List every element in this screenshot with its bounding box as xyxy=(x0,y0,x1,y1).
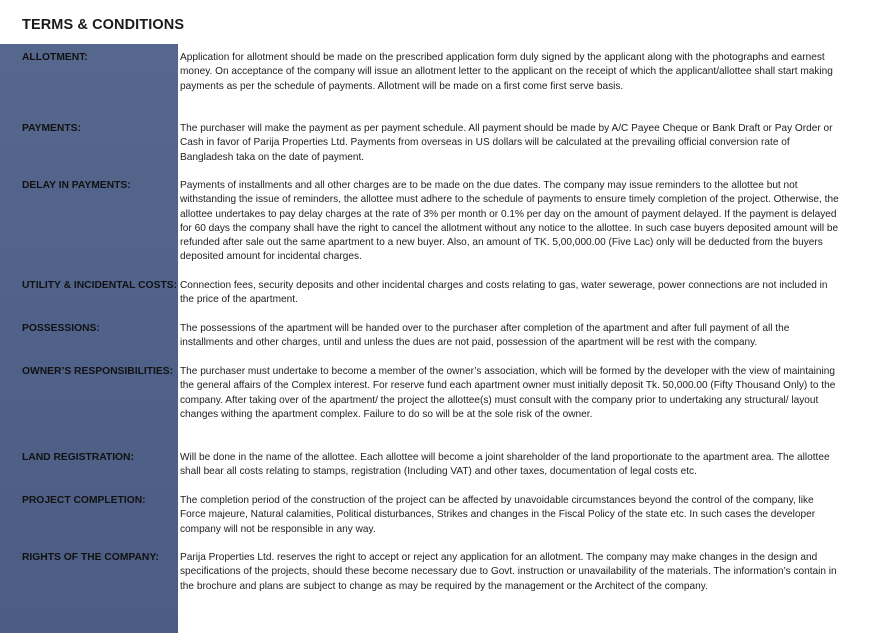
label-land-registration: LAND REGISTRATION: xyxy=(22,452,134,463)
text-land-registration: Will be done in the name of the allottee. Each allottee will become a joint shareholder of the land proportionate to the apartment area. The allottee shall bear all costs relating to stamps, registration (Including VAT) and other taxes, documentation of legal costs etc. xyxy=(180,452,830,478)
text-utility-incidental-costs: Connection fees, security deposits and other incidental charges and costs relating to gas, water sewerage, power connections are not included in the price of the apartment. xyxy=(180,280,828,306)
label-utility-incidental-costs: UTILITY & INCIDENTAL COSTS: xyxy=(22,280,178,291)
label-rights-of-the-company: RIGHTS OF THE COMPANY: xyxy=(22,552,159,563)
label-payments: PAYMENTS: xyxy=(22,123,81,134)
label-owners-responsibilities: OWNER’S RESPONSIBILITIES: xyxy=(22,366,174,377)
page-title: TERMS & CONDITIONS xyxy=(22,17,185,33)
text-owners-responsibilities: The purchaser must undertake to become a member of the owner’s association, which will be formed by the developer with the view of maintaining the general affairs of the Complex interest. For reserve fund each apartment owner must initially deposit Tk. 50,000.00 (Fifty Thousand Only) to the company. After taking over of the apartment/ the project the allottee(s) must consult with the company prior to undertaking any structural/ layout changes withing the apartment complex. Failure to do so will be at the sole risk of the owner. xyxy=(180,366,836,420)
text-possessions: The possessions of the apartment will be handed over to the purchaser after completion of the apartment and after full payment of all the installments and other charges, until and unless the dues are not paid, possession of the apartment will be rest with the company. xyxy=(180,323,790,349)
label-project-completion: PROJECT COMPLETION: xyxy=(22,495,146,506)
text-project-completion: The completion period of the construction of the project can be affected by unavoidable circumstances beyond the control of the company, like Force majeure, Natural calamities, Political disturbances, Strikes and changes in the Fiscal Policy of the state etc. In such cases the developer company will not be responsible in any way. xyxy=(180,495,816,535)
text-allotment: Application for allotment should be made on the prescribed application form duly signed by the applicant along with the photographs and earnest money. On acceptance of the company will issue an allotment letter to the applicant on the receipt of which the applicant/allottee shall start making payments as per the schedule of payments. Allotment will be made on a first come first serve basis. xyxy=(180,52,833,92)
sidebar-band xyxy=(0,0,178,633)
label-allotment: ALLOTMENT: xyxy=(22,52,88,63)
text-rights-of-the-company: Parija Properties Ltd. reserves the right to accept or reject any application for an allotment. The company may make changes in the design and specifications of the projects, should these become necessary due to Govt. instruction or unavailability of the materials. The information’s contain in the brochure and plans are subject to change as may be required by the management or the Architect of the company. xyxy=(180,552,837,592)
label-delay-in-payments: DELAY IN PAYMENTS: xyxy=(22,180,131,191)
text-payments: The purchaser will make the payment as per payment schedule. All payment should be made by A/C Payee Cheque or Bank Draft or Pay Order or Cash in favor of Parija Properties Ltd. Payments from overseas in US dollars will be calculated at the prevailing official conversion rate of Bangladesh taka on the date of payment. xyxy=(180,123,833,163)
text-delay-in-payments: Payments of installments and all other charges are to be made on the due dates. The company may issue reminders to the allottee but not withstanding the issue of reminders, the allottee must adhere to the schedule of payments to ensure timely completion of the project. Otherwise, the allottee undertakes to pay delay charges at the rate of 3% per month or 0.1% per day on the amount of payment delayed. If the payment is delayed for 60 days the company shall have the right to cancel the allotment without any notice to the allottee. In such case buyers deposited amount will be refunded after sale out the same apartment to a new buyer. Also, an amount of TK. 5,00,000.00 (Five Lac) only will be deducted from the buyers deposited amount for incidental charges. xyxy=(180,180,839,263)
label-possessions: POSSESSIONS: xyxy=(22,323,100,334)
